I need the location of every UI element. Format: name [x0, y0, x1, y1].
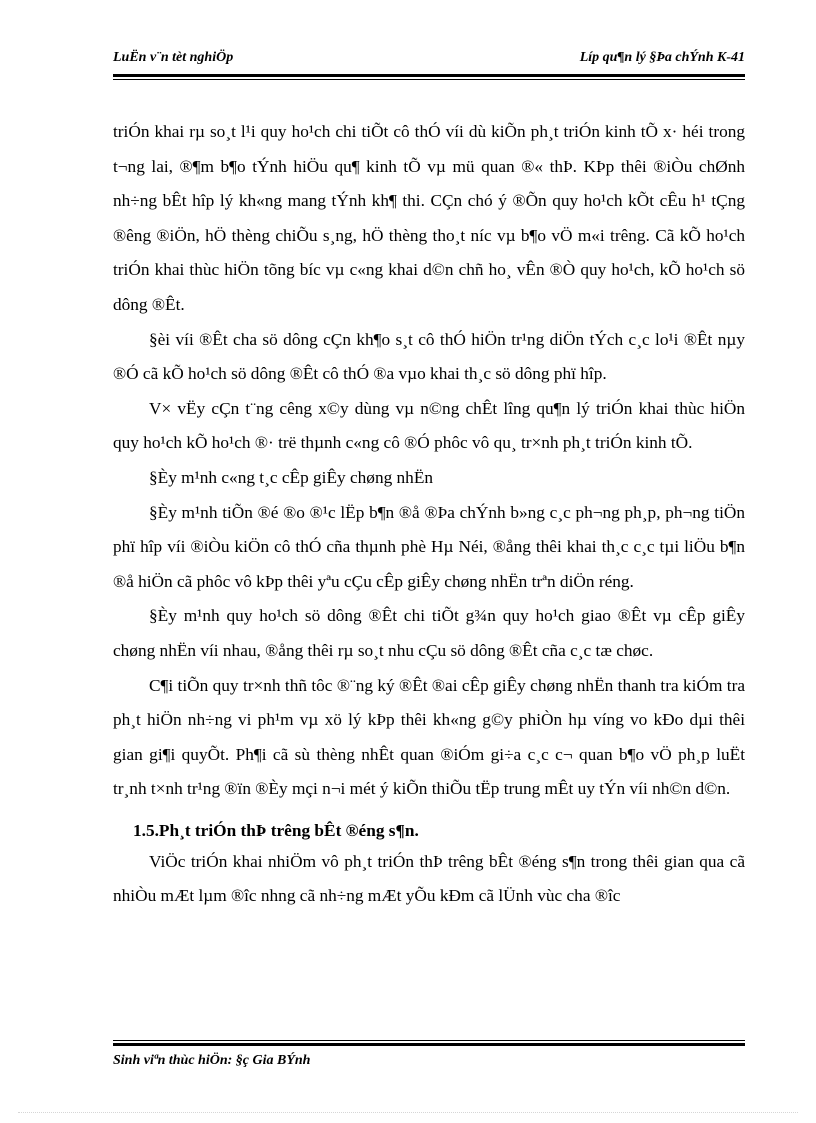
body-paragraph: §èi víi ®Êt cha sö dông cÇn kh¶o s¸t cô thÓ hiÖn tr¹ng diÖn tÝch c¸c lo¹i ®Êt nµy ®Ó cã kÕ ho¹ch sö dông ®Êt cô thÓ ®a vµo khai th¸c sö dông phï hîp. [113, 329, 745, 384]
body-paragraph: §Èy m¹nh tiÕn ®é ®o ®¹c lËp b¶n ®å ®Þa chÝnh b»ng c¸c ph¬ng ph¸p, ph¬ng tiÖn phï hîp víi ®iÒu kiÖn cô thÓ cña thµnh phè Hµ Néi, ®ång thêi khai th¸c c¸c tµi liÖu b¶n ®å hiÖn cã phôc vô kÞp thêi yªu cÇu cÊp giÊy chøng nhËn trªn diÖn réng. [113, 502, 745, 591]
page-footer: Sinh viªn thùc hiÖn: §ç Gia BÝnh [113, 1053, 311, 1068]
header-rule-thin [113, 79, 745, 80]
header-rule-thick [113, 74, 745, 77]
body-paragraph: V× vËy cÇn t¨ng cêng x©y dùng vµ n©ng chÊt lîng qu¶n lý triÓn khai thùc hiÖn quy ho¹ch kÕ ho¹ch ®· trë thµnh c«ng cô ®Ó phôc vô qu¸ tr×nh ph¸t triÓn kinh tÕ. [113, 398, 745, 453]
body-paragraph: triÓn khai rµ so¸t l¹i quy ho¹ch chi tiÕt cô thÓ víi dù kiÕn ph¸t triÓn kinh tÕ x· héi trong t¬ng lai, ®¶m b¶o tÝnh hiÖu qu¶ kinh tÕ vµ mü quan ®« thÞ. KÞp thêi ®iÒu chØnh nh÷ng bÊt hîp lý kh«ng mang tÝnh kh¶ thi. CÇn chó ý ®Õn quy ho¹ch kÕt cÊu h¹ tÇng ®êng ®iÖn, hÖ thèng chiÕu s¸ng, hÖ thèng tho¸t níc vµ b¶o vÖ m«i trêng. Cã kÕ ho¹ch triÓn khai thùc hiÖn tõng bíc vµ c«ng khai d©n chñ ho¸ vÊn ®Ò quy ho¹ch, kÕ ho¹ch sö dông ®Êt. [113, 122, 745, 314]
section-paragraph: ViÖc triÓn khai nhiÖm vô ph¸t triÓn thÞ trêng bÊt ®éng s¶n trong thêi gian qua cã nhiÒu mÆt lµm ®îc nhng cã nh÷ng mÆt yÕu kÐm cã lÜnh vùc cha ®îc [113, 851, 745, 906]
section-heading: 1.5.Ph¸t triÓn thÞ trêng bÊt ®éng s¶n. [133, 820, 419, 840]
page-body [113, 115, 745, 914]
page-header [113, 50, 745, 72]
body-paragraph: §Èy m¹nh c«ng t¸c cÊp giÊy chøng nhËn [149, 467, 434, 487]
body-paragraph: C¶i tiÕn quy tr×nh thñ tôc ®¨ng ký ®Êt ®ai cÊp giÊy chøng nhËn thanh tra kiÓm tra ph¸t hiÖn nh÷ng vi ph¹m vµ xö lý kÞp thêi kh«ng g©y phiÒn hµ víng vo kÐo dµi thêi gian gi¶i quyÕt. Ph¶i cã sù thèng nhÊt quan ®iÓm gi÷a c¸c c¬ quan b¶o vÖ ph¸p luËt tr¸nh t×nh tr¹ng ®ïn ®Èy mçi n¬i mét ý kiÕn thiÕu tËp trung mÊt uy tÝn víi nh©n d©n. [113, 675, 745, 799]
footer-rule-thin [113, 1040, 745, 1041]
header-class-name: Líp qu¶n lý §Þa chÝnh K-41 [579, 50, 745, 65]
page-edge-dotted-line [18, 1112, 798, 1113]
body-paragraph: §Èy m¹nh quy ho¹ch sö dông ®Êt chi tiÕt g¾n quy ho¹ch giao ®Êt vµ cÊp giÊy chøng nhËn víi nhau, ®ång thêi rµ so¸t nhu cÇu sö dông ®Êt cña c¸c tæ chøc. [113, 606, 745, 660]
header-thesis-title: LuËn v¨n tèt nghiÖp [113, 50, 234, 65]
footer-rule-thick [113, 1043, 745, 1046]
